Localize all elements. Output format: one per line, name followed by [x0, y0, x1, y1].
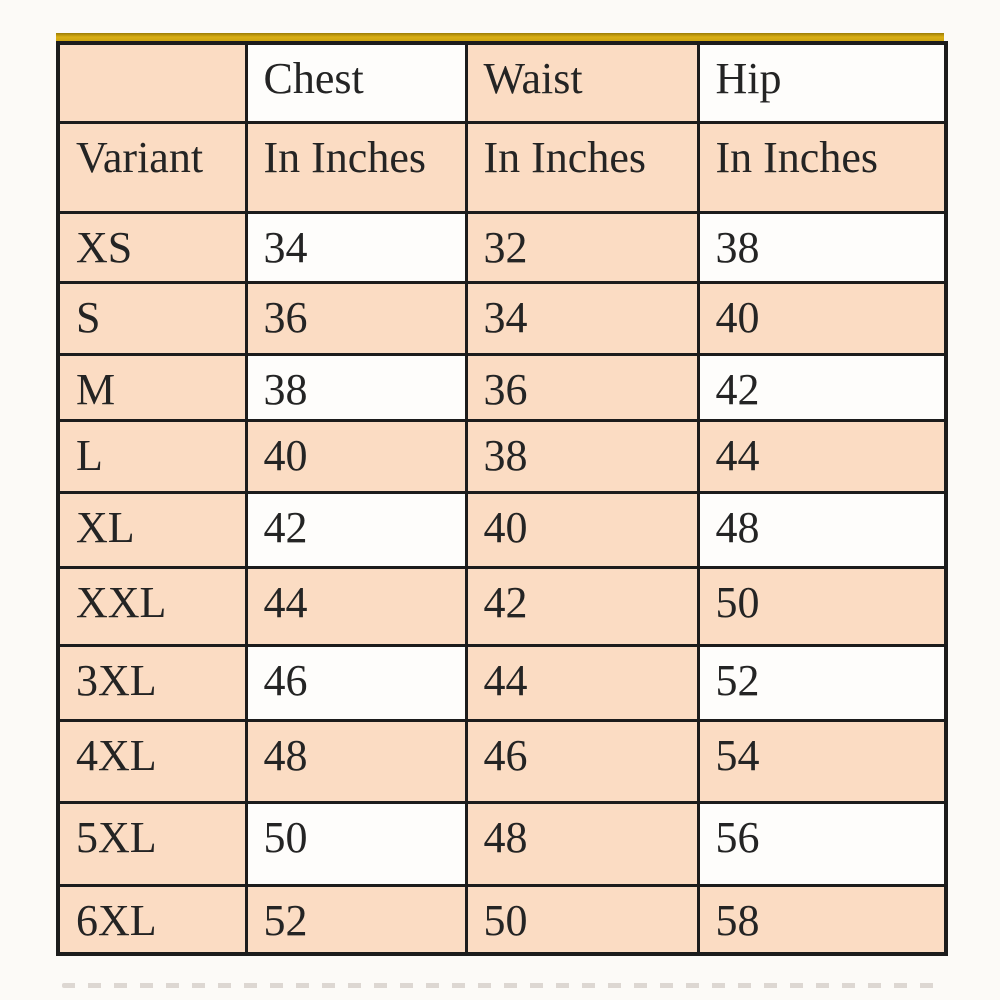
table-row-3xl — [58, 645, 946, 720]
cell-s-hip: 40 — [698, 282, 946, 354]
row-label-l: L — [58, 420, 246, 492]
header-cell-chest: Chest — [246, 43, 466, 122]
row-label-3xl: 3XL — [58, 645, 246, 720]
cell-3xl-waist: 44 — [466, 645, 698, 720]
table-row-5xl — [58, 802, 946, 885]
row-label-xs: XS — [58, 212, 246, 282]
cell-xxl-chest: 44 — [246, 567, 466, 645]
cell-l-chest: 40 — [246, 420, 466, 492]
row-label-m: M — [58, 354, 246, 420]
cell-s-waist: 34 — [466, 282, 698, 354]
row-label-4xl: 4XL — [58, 720, 246, 802]
cell-m-hip: 42 — [698, 354, 946, 420]
header-cell-waist-units: In Inches — [466, 122, 698, 212]
header-row-measurements — [58, 43, 946, 122]
cell-xl-waist: 40 — [466, 492, 698, 567]
cell-xl-hip: 48 — [698, 492, 946, 567]
cell-5xl-waist: 48 — [466, 802, 698, 885]
cell-6xl-hip: 58 — [698, 885, 946, 954]
row-label-5xl: 5XL — [58, 802, 246, 885]
header-row-units — [58, 122, 946, 212]
cell-l-waist: 38 — [466, 420, 698, 492]
cell-m-chest: 38 — [246, 354, 466, 420]
cell-xs-hip: 38 — [698, 212, 946, 282]
cell-s-chest: 36 — [246, 282, 466, 354]
table-row-xs — [58, 212, 946, 282]
table-row-xxl — [58, 567, 946, 645]
cell-3xl-hip: 52 — [698, 645, 946, 720]
header-cell-chest-units: In Inches — [246, 122, 466, 212]
cell-6xl-chest: 52 — [246, 885, 466, 954]
cell-4xl-waist: 46 — [466, 720, 698, 802]
cell-6xl-waist: 50 — [466, 885, 698, 954]
table-row-s — [58, 282, 946, 354]
row-label-xl: XL — [58, 492, 246, 567]
header-cell-waist: Waist — [466, 43, 698, 122]
cell-5xl-chest: 50 — [246, 802, 466, 885]
cell-l-hip: 44 — [698, 420, 946, 492]
cell-4xl-chest: 48 — [246, 720, 466, 802]
table-row-4xl — [58, 720, 946, 802]
cell-xs-chest: 34 — [246, 212, 466, 282]
bottom-artifact-dashes — [62, 983, 940, 988]
cell-5xl-hip: 56 — [698, 802, 946, 885]
row-label-xxl: XXL — [58, 567, 246, 645]
cell-xs-waist: 32 — [466, 212, 698, 282]
table-row-l — [58, 420, 946, 492]
cell-m-waist: 36 — [466, 354, 698, 420]
row-label-6xl: 6XL — [58, 885, 246, 954]
table-row-6xl — [58, 885, 946, 954]
row-label-s: S — [58, 282, 246, 354]
table-row-m — [58, 354, 946, 420]
header-cell-hip-units: In Inches — [698, 122, 946, 212]
cell-xxl-waist: 42 — [466, 567, 698, 645]
cell-xxl-hip: 50 — [698, 567, 946, 645]
header-cell-hip: Hip — [698, 43, 946, 122]
cell-3xl-chest: 46 — [246, 645, 466, 720]
cell-4xl-hip: 54 — [698, 720, 946, 802]
header-cell-blank — [58, 43, 246, 122]
cell-xl-chest: 42 — [246, 492, 466, 567]
header-cell-variant: Variant — [58, 122, 246, 212]
size-chart-table — [56, 41, 948, 956]
table-row-xl — [58, 492, 946, 567]
